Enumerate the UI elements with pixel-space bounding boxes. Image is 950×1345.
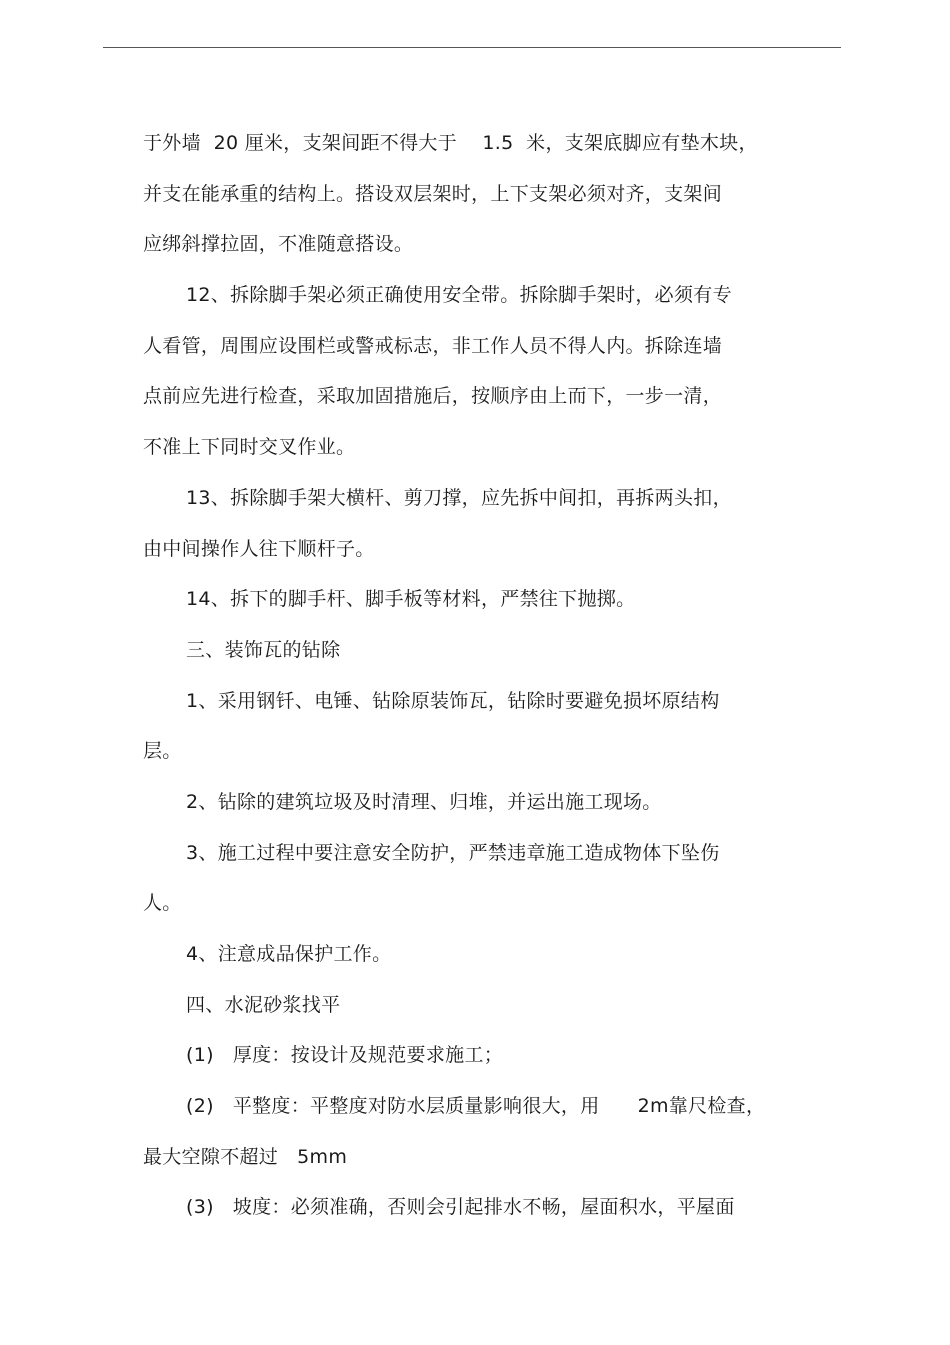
text-line: 层。: [143, 740, 182, 763]
text-line: 3、施工过程中要注意安全防护，严禁违章施工造成物体下坠伤: [186, 841, 720, 864]
text-line: (2) 平整度：平整度对防水层质量影响很大，用 2m靠尺检查，: [186, 1095, 766, 1118]
text-line: 1、采用钢钎、电锤、钻除原装饰瓦，钻除时要避免损坏原结构: [186, 689, 720, 712]
text-line: 最大空隙不超过 5mm: [143, 1145, 348, 1168]
text-line: 2、钻除的建筑垃圾及时清理、归堆，并运出施工现场。: [186, 790, 662, 813]
text-line: 4、注意成品保护工作。: [186, 943, 392, 965]
header-rule: [103, 47, 841, 48]
text-line: (1) 厚度：按设计及规范要求施工；: [186, 1044, 504, 1067]
document-body: [143, 118, 803, 1233]
section-heading: 四、水泥砂浆找平: [186, 993, 341, 1016]
text-line: 不准上下同时交叉作业。: [143, 436, 356, 459]
text-line: 于外墙 20 厘米，支架间距不得大于 1.5 米，支架底脚应有垫木块，: [143, 132, 758, 154]
text-line: 由中间操作人往下顺杆子。: [143, 537, 375, 560]
text-line: 人。: [143, 892, 182, 915]
text-line: 并支在能承重的结构上。搭设双层架时，上下支架必须对齐，支架间: [143, 182, 723, 205]
text-line: 12、拆除脚手架必须正确使用安全带。拆除脚手架时，必须有专: [186, 284, 732, 307]
section-heading: 三、装饰瓦的钻除: [186, 638, 341, 661]
text-line: 13、拆除脚手架大横杆、剪刀撑，应先拆中间扣，再拆两头扣，: [186, 486, 732, 509]
text-line: 应绑斜撑拉固，不准随意搭设。: [143, 233, 414, 256]
text-line: 人看管，周围应设围栏或警戒标志，非工作人员不得人内。拆除连墙: [143, 334, 723, 357]
text-line: 点前应先进行检查，采取加固措施后，按顺序由上而下，一步一清，: [143, 385, 723, 408]
text-line: (3) 坡度：必须准确，否则会引起排水不畅，屋面积水，平屋面: [186, 1196, 735, 1219]
text-line: 14、拆下的脚手杆、脚手板等材料，严禁往下抛掷。: [186, 588, 636, 611]
